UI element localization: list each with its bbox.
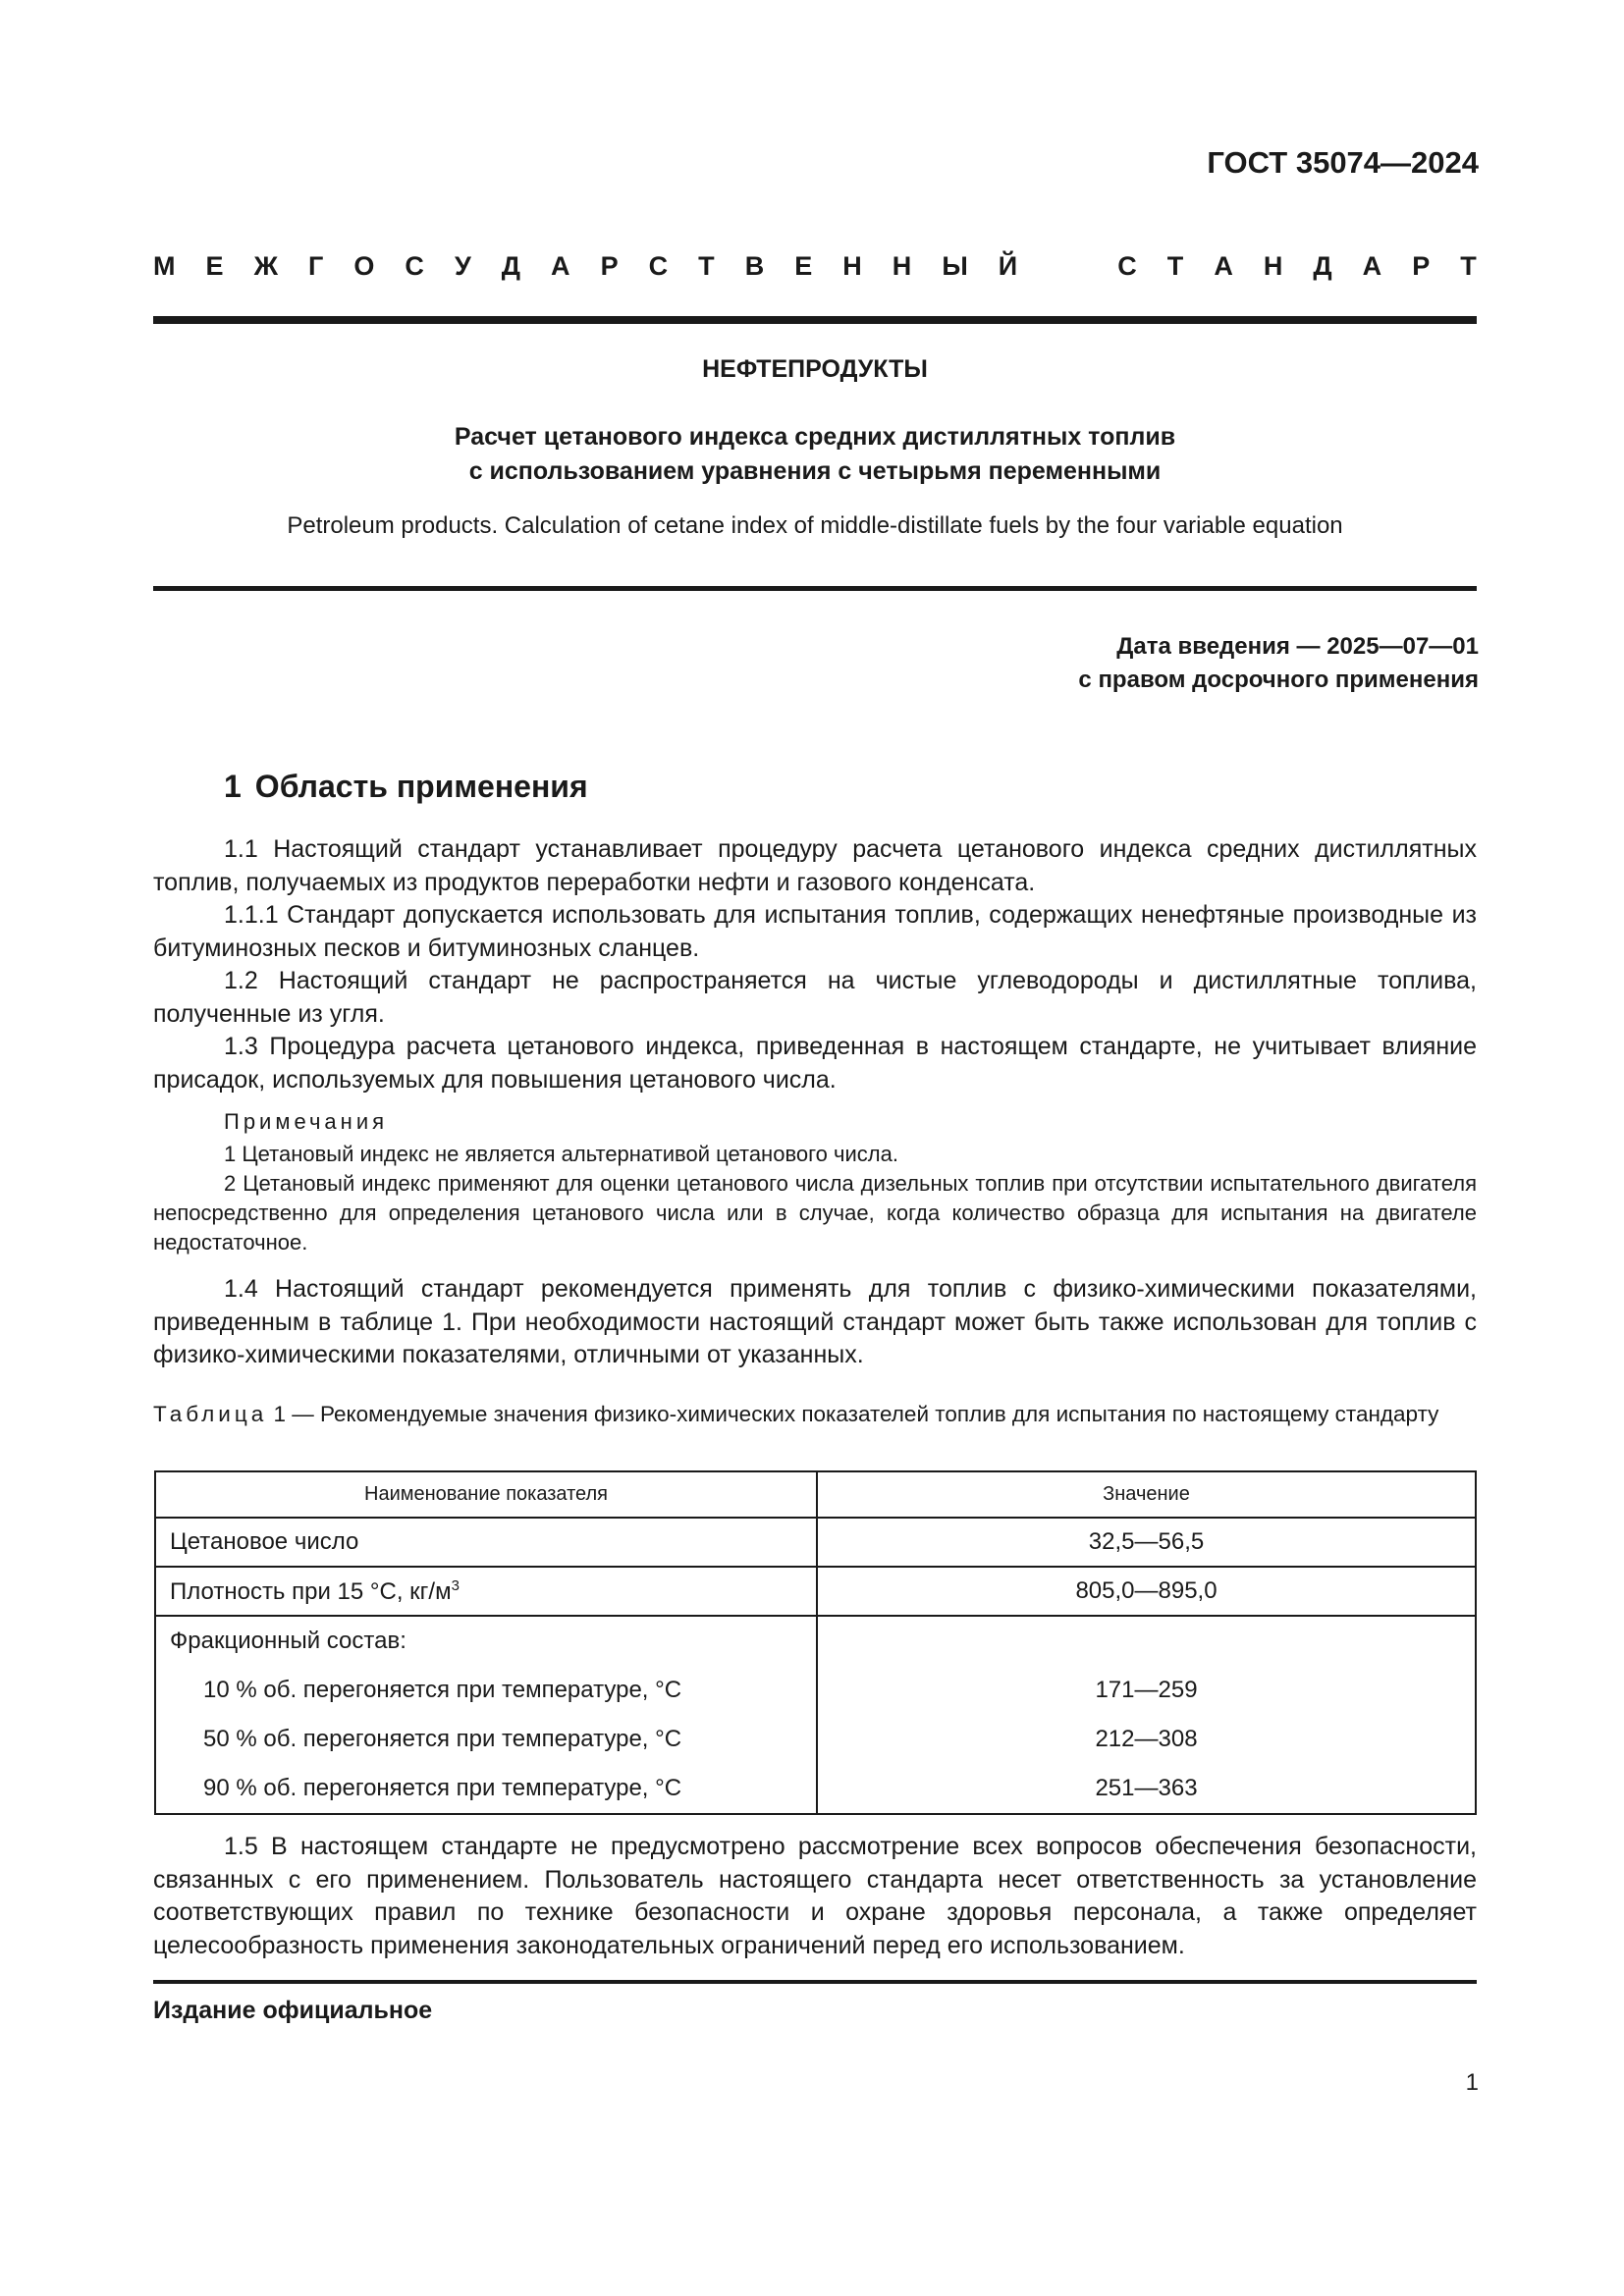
- banner-letter: Е: [205, 251, 224, 281]
- banner-letter: Н: [842, 251, 862, 281]
- banner-letter: О: [353, 251, 375, 281]
- table-row: [155, 1567, 1476, 1616]
- banner-letter: Т: [1460, 251, 1477, 281]
- interstate-standard-banner: [153, 251, 1477, 282]
- header-rule: [153, 316, 1477, 324]
- banner-letter: Н: [892, 251, 912, 281]
- paragraph-1-2: 1.2 Настоящий стандарт не распространяется на чистые углеводороды и дистиллятные топлива, полученные из угля.: [153, 967, 1477, 1028]
- early-application-line: с правом досрочного применения: [1078, 667, 1479, 693]
- group-name: Фракционный состав:: [155, 1616, 817, 1666]
- banner-letter: Д: [501, 251, 521, 281]
- column-header-value: Значение: [817, 1471, 1476, 1518]
- banner-letter: А: [1214, 251, 1233, 281]
- table-caption-text: 1 — Рекомендуемые значения физико-химических показателей топлив для испытания по настоящему стандарту: [273, 1402, 1439, 1426]
- footer-rule: [153, 1980, 1477, 1984]
- table-row: [155, 1666, 1476, 1715]
- table-row: [155, 1715, 1476, 1764]
- row-value: 251—363: [817, 1764, 1476, 1814]
- document-code: ГОСТ 35074—2024: [1207, 145, 1479, 180]
- table-header-row: [155, 1471, 1476, 1518]
- row-value: 32,5—56,5: [817, 1518, 1476, 1567]
- note-1: 1 Цетановый индекс не является альтернативой цетанового числа.: [224, 1142, 898, 1166]
- banner-letter: Е: [794, 251, 813, 281]
- banner-letter: Н: [1263, 251, 1283, 281]
- banner-letter: Т: [698, 251, 715, 281]
- document-subtitle: [153, 420, 1477, 489]
- banner-letter: С: [405, 251, 424, 281]
- banner-letter: У: [454, 251, 471, 281]
- intro-date-line: Дата введения — 2025—07—01: [1116, 633, 1479, 660]
- official-edition-label: Издание официальное: [153, 1997, 433, 2024]
- paragraph-1-5: 1.5 В настоящем стандарте не предусмотрено рассмотрение всех вопросов обеспечения безопасности, связанных с его применением. Пользователь настоящего стандарта несет ответственность за установление соответствующих правил по технике безопасности и охране здоровья персонала, а также определяет целесообразность применения законодательных ограничений перед его использованием.: [153, 1833, 1477, 1959]
- notes-heading: Примечания: [224, 1109, 389, 1134]
- paragraph-1-4: 1.4 Настоящий стандарт рекомендуется применять для топлив с физико-химическими показателями, приведенным в таблице 1. При необходимости настоящий стандарт может быть также использован для топлив с физико-химическими показателями, отличными от указанных.: [153, 1275, 1477, 1368]
- banner-letter: Р: [600, 251, 619, 281]
- introduction-date: [1078, 630, 1479, 697]
- banner-letter: Р: [1412, 251, 1431, 281]
- table-row: [155, 1764, 1476, 1814]
- section-heading: [224, 769, 588, 805]
- banner-letter: Г: [308, 251, 324, 281]
- document-title: НЕФТЕПРОДУКТЫ: [702, 355, 928, 383]
- row-name: 50 % об. перегоняется при температуре, °С: [155, 1715, 817, 1764]
- section-number: 1: [224, 769, 242, 804]
- row-name: 10 % об. перегоняется при температуре, °С: [155, 1666, 817, 1715]
- column-header-name: Наименование показателя: [155, 1471, 817, 1518]
- table-caption-label: Таблица: [153, 1402, 268, 1426]
- row-value: 171—259: [817, 1666, 1476, 1715]
- banner-letter: М: [153, 251, 176, 281]
- banner-letter: Д: [1313, 251, 1332, 281]
- group-value: [817, 1616, 1476, 1666]
- banner-letter: С: [648, 251, 669, 281]
- paragraph-1-1-1: 1.1.1 Стандарт допускается использовать для испытания топлив, содержащих ненефтяные производные из битуминозных песков и битуминозных сланцев.: [153, 901, 1477, 962]
- row-name: Плотность при 15 °С, $кг/м^3$: [155, 1567, 817, 1616]
- banner-gap: [1048, 251, 1087, 282]
- subtitle-line: Расчет цетанового индекса средних дистиллятных топлив: [454, 423, 1176, 451]
- row-name: 90 % об. перегоняется при температуре, °С: [155, 1764, 817, 1814]
- banner-letter: В: [744, 251, 765, 281]
- banner-letter: А: [551, 251, 570, 281]
- page-number: 1: [1465, 2069, 1479, 2096]
- table-caption: [153, 1400, 1477, 1429]
- row-value: 805,0—895,0: [817, 1567, 1476, 1616]
- row-value: 212—308: [817, 1715, 1476, 1764]
- banner-letter: А: [1362, 251, 1382, 281]
- banner-letter: С: [1117, 251, 1137, 281]
- table-group-row: [155, 1616, 1476, 1666]
- table-row: [155, 1518, 1476, 1567]
- note-2: 2 Цетановый индекс применяют для оценки цетанового числа дизельных топлив при отсутствии испытательного двигателя непосредственно для определения цетанового числа или в случае, когда количество образца для испытания на двигателе недостаточное.: [153, 1171, 1477, 1255]
- subtitle-line: с использованием уравнения с четырьмя переменными: [468, 457, 1162, 485]
- english-title: Petroleum products. Calculation of cetane index of middle-distillate fuels by the four variable equation: [287, 512, 1343, 539]
- row-name: Цетановое число: [155, 1518, 817, 1567]
- section-title: Область применения: [254, 769, 588, 804]
- banner-letter: Ж: [253, 251, 278, 281]
- paragraph-1-1: 1.1 Настоящий стандарт устанавливает процедуру расчета цетанового индекса средних дистиллятных топлив, получаемых из продуктов переработки нефти и газового конденсата.: [153, 835, 1477, 896]
- table-1: [154, 1470, 1477, 1815]
- banner-letter: Й: [998, 251, 1018, 281]
- title-rule: [153, 586, 1477, 591]
- banner-letter: Т: [1166, 251, 1184, 281]
- paragraph-1-3: 1.3 Процедура расчета цетанового индекса, приведенная в настоящем стандарте, не учитывает влияние присадок, используемых для повышения цетанового числа.: [153, 1033, 1477, 1094]
- banner-letter: Ы: [942, 251, 968, 281]
